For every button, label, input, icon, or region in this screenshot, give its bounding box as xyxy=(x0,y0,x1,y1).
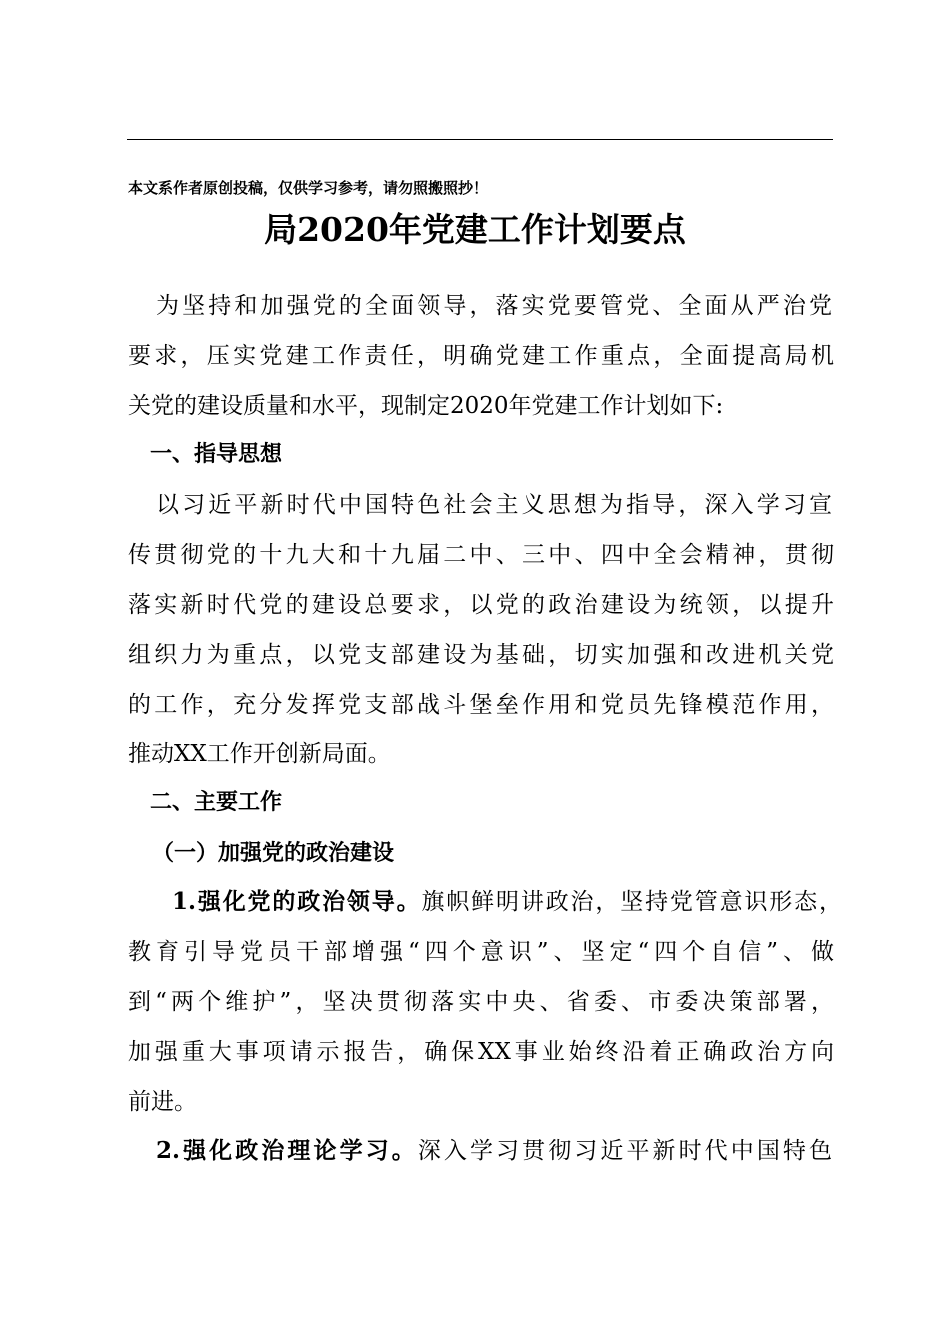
item1-lead: 1.强化党的政治领导。 xyxy=(172,888,422,915)
item1-line-5: 前进。 xyxy=(128,1089,197,1115)
intro-line-1: 为坚持和加强党的全面领导，落实党要管党、全面从严治党 xyxy=(156,293,832,319)
item1-line-3: 到“两个维护”，坚决贯彻落实中央、省委、市委决策部署， xyxy=(128,989,834,1015)
section1-line-6: 推动XX工作开创新局面。 xyxy=(128,741,391,767)
document-title: 局2020年党建工作计划要点 xyxy=(264,210,686,249)
section1-line-2: 传贯彻党的十九大和十九届二中、三中、四中全会精神，贯彻 xyxy=(128,542,834,568)
item1-line-2: 教育引导党员干部增强“四个意识”、坚定“四个自信”、做 xyxy=(128,939,834,965)
item1-line-4: 加强重大事项请示报告，确保XX事业始终沿着正确政治方向 xyxy=(128,1039,834,1065)
item2-first-line xyxy=(156,1133,832,1169)
item1-first-rest: 旗帜鲜明讲政治，坚持党管意识形态， xyxy=(421,889,842,915)
section1-line-5: 的工作，充分发挥党支部战斗堡垒作用和党员先锋模范作用， xyxy=(128,692,834,718)
section1-line-1: 以习近平新时代中国特色社会主义思想为指导，深入学习宣 xyxy=(156,492,832,518)
item2-lead: 2.强化政治理论学习。 xyxy=(156,1137,418,1164)
section1-line-3: 落实新时代党的建设总要求，以党的政治建设为统领，以提升 xyxy=(128,592,834,618)
section-heading-main-work: 二、主要工作 xyxy=(150,790,283,815)
item2-first-rest: 深入学习贯彻习近平新时代中国特色 xyxy=(417,1138,833,1164)
intro-line-2: 要求，压实党建工作责任，明确党建工作重点，全面提高局机 xyxy=(128,343,834,369)
item1-first-line xyxy=(172,884,842,920)
section-heading-guiding-thought: 一、指导思想 xyxy=(150,442,283,467)
section1-line-4: 组织力为重点，以党支部建设为基础，切实加强和改进机关党 xyxy=(128,642,834,668)
subsection-heading-political-building: （一）加强党的政治建设 xyxy=(152,840,395,866)
header-rule xyxy=(127,139,833,140)
copyright-notice: 本文系作者原创投稿，仅供学习参考，请勿照搬照抄！ xyxy=(128,179,489,197)
intro-line-3: 关党的建设质量和水平，现制定2020年党建工作计划如下: xyxy=(128,393,724,419)
